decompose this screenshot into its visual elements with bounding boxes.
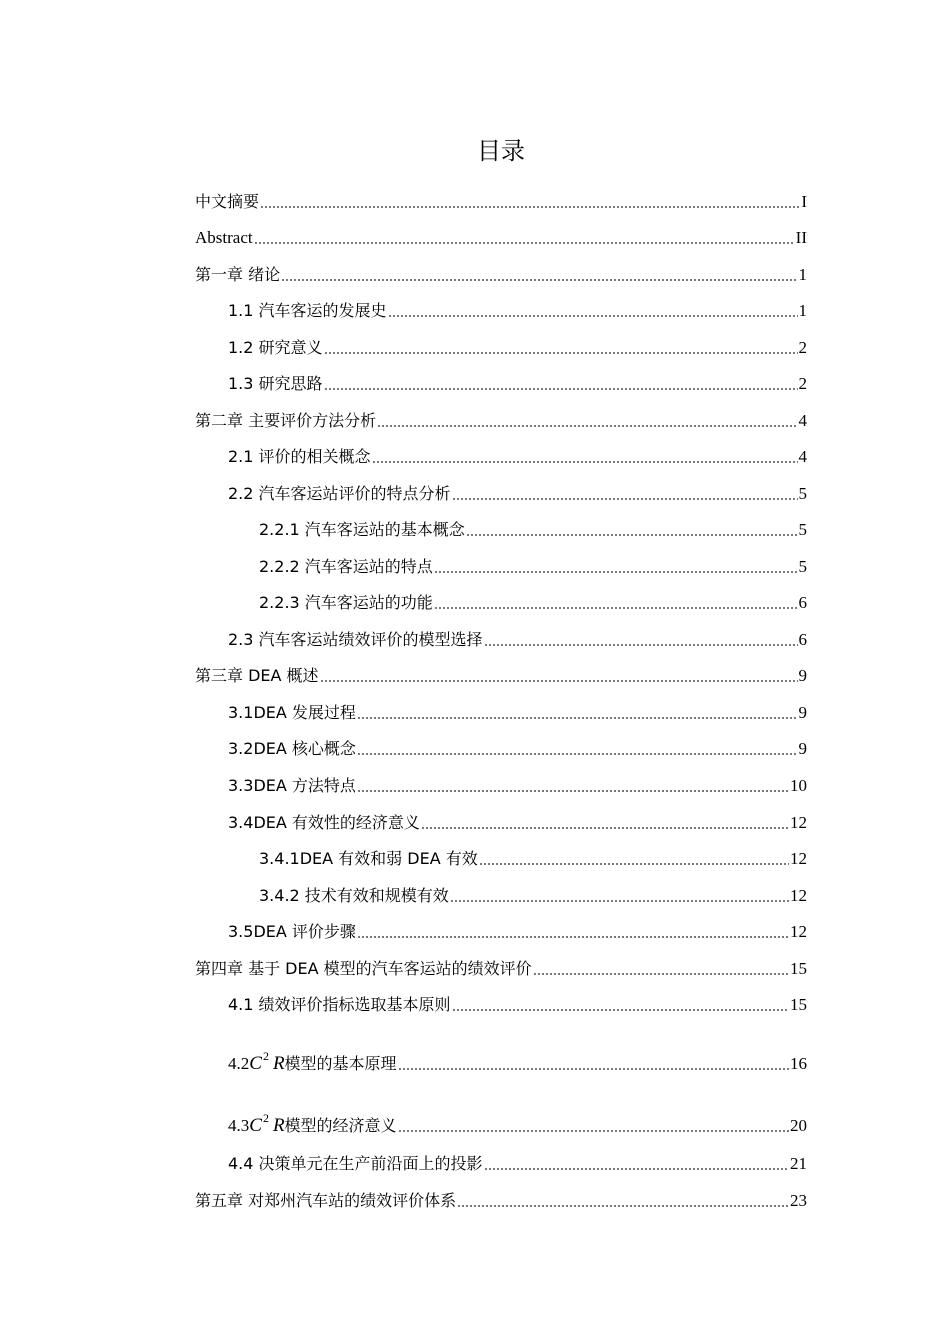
toc-entry-page: 20 [790, 1116, 807, 1135]
toc-entry-page: 12 [790, 922, 807, 941]
toc-entry-page: 21 [790, 1154, 807, 1173]
toc-entry-label [228, 1107, 397, 1137]
toc-entry[interactable] [228, 1153, 807, 1175]
dot-leader [533, 973, 789, 975]
toc-entry[interactable] [259, 556, 807, 578]
dot-leader [357, 936, 789, 938]
toc-entry-page: I [801, 192, 807, 211]
toc-entry-label: 3.2DEA 核心概念 [228, 739, 356, 758]
toc-entry-text: 模型的基本原理 [284, 1054, 397, 1073]
toc-entry-label: 2.2.1 汽车客运站的基本概念 [259, 520, 465, 539]
toc-entry[interactable] [195, 227, 807, 249]
dot-leader [434, 607, 798, 609]
toc-entry-page: 23 [790, 1191, 807, 1210]
toc-entry-label: 3.4.2 技术有效和规模有效 [259, 886, 449, 905]
dot-leader [479, 863, 789, 865]
toc-entry-label: 1.1 汽车客运的发展史 [228, 301, 387, 320]
math-superscript: 2 [262, 1111, 269, 1125]
toc-entry-page: 16 [790, 1054, 807, 1073]
math-formula [249, 1111, 285, 1136]
toc-entry[interactable] [228, 775, 807, 797]
toc-title: 目录 [477, 137, 525, 165]
toc-entry-label: 2.3 汽车客运站绩效评价的模型选择 [228, 630, 483, 649]
toc-entry-page: 12 [790, 813, 807, 832]
dot-leader [372, 461, 798, 463]
toc-entry-label: 4.1 绩效评价指标选取基本原则 [228, 995, 451, 1014]
toc-entry-page: 5 [798, 520, 807, 539]
toc-entry-page: 2 [798, 338, 807, 357]
toc-entry-label: 2.2.2 汽车客运站的特点 [259, 557, 433, 576]
toc-entry-label: 第四章 基于 DEA 模型的汽车客运站的绩效评价 [195, 959, 532, 978]
dot-leader [434, 571, 798, 573]
dot-leader [324, 352, 798, 354]
dot-leader [484, 1168, 789, 1170]
toc-entry[interactable] [195, 1190, 807, 1212]
dot-leader [357, 717, 798, 719]
toc-entry[interactable] [228, 994, 807, 1016]
toc-entry[interactable] [195, 410, 807, 432]
toc-entry-label: 2.2 汽车客运站评价的特点分析 [228, 484, 451, 503]
dot-leader [450, 900, 789, 902]
toc-entry[interactable] [228, 300, 807, 322]
toc-entry[interactable] [228, 337, 807, 359]
toc-entry-label [228, 1045, 397, 1075]
toc-entry-page: 9 [798, 666, 807, 685]
math-base: C [249, 1053, 262, 1074]
dot-leader [452, 498, 798, 500]
toc-entry-label: Abstract [195, 228, 253, 247]
toc-entry[interactable] [228, 446, 807, 468]
toc-entry[interactable] [259, 848, 807, 870]
math-tail: R [272, 1053, 285, 1074]
toc-entry[interactable] [228, 373, 807, 395]
toc-entry-label: 3.3DEA 方法特点 [228, 776, 356, 795]
toc-entry-number: 4.3 [228, 1116, 250, 1135]
toc-entry[interactable] [228, 921, 807, 943]
toc-entry[interactable] [259, 519, 807, 541]
toc-entry-text: 模型的经济意义 [284, 1116, 397, 1135]
toc-entry[interactable] [228, 738, 807, 760]
math-formula [249, 1049, 285, 1074]
toc-entry-label: 2.1 评价的相关概念 [228, 447, 371, 466]
toc-entry-page: 9 [798, 703, 807, 722]
toc-entry[interactable] [228, 702, 807, 724]
dot-leader [260, 206, 800, 208]
dot-leader [324, 388, 798, 390]
toc-entry-label: 第三章 DEA 概述 [195, 666, 319, 685]
dot-leader [484, 644, 798, 646]
toc-entry[interactable] [195, 958, 807, 980]
dot-leader [254, 242, 795, 244]
dot-leader [466, 534, 798, 536]
dot-leader [281, 279, 797, 281]
dot-leader [357, 790, 789, 792]
toc-entry-label: 1.3 研究思路 [228, 374, 323, 393]
toc-entry-label: 第二章 主要评价方法分析 [195, 411, 377, 430]
toc-entry-page: II [795, 228, 807, 247]
dot-leader [452, 1009, 789, 1011]
toc-entry-page: 5 [798, 484, 807, 503]
toc-entry-page: 2 [798, 374, 807, 393]
toc-entry-label: 第一章 绪论 [195, 265, 281, 284]
toc-entry-page: 4 [798, 447, 807, 466]
dot-leader [421, 827, 789, 829]
toc-entry-label: 3.1DEA 发展过程 [228, 703, 356, 722]
math-superscript: 2 [262, 1049, 269, 1063]
toc-entry[interactable] [228, 812, 807, 834]
toc-entry[interactable] [228, 1107, 807, 1137]
toc-entry-page: 4 [798, 411, 807, 430]
toc-entry-label: 3.4.1DEA 有效和弱 DEA 有效 [259, 849, 478, 868]
dot-leader [398, 1130, 789, 1132]
toc-entry[interactable] [195, 191, 807, 213]
toc-entry[interactable] [195, 264, 807, 286]
toc-entry-label: 中文摘要 [195, 192, 260, 211]
toc-entry[interactable] [259, 592, 807, 614]
dot-leader [320, 680, 798, 682]
toc-entry-label: 第五章 对郑州汽车站的绩效评价体系 [195, 1191, 457, 1210]
math-base: C [249, 1115, 262, 1136]
toc-entry-label: 3.4DEA 有效性的经济意义 [228, 813, 420, 832]
toc-entry-page: 1 [798, 301, 807, 320]
toc-entry[interactable] [195, 665, 807, 687]
toc-entry[interactable] [259, 885, 807, 907]
toc-entry[interactable] [228, 629, 807, 651]
toc-entry-page: 5 [798, 557, 807, 576]
toc-entry-page: 6 [798, 593, 807, 612]
toc-entry-page: 12 [790, 886, 807, 905]
dot-leader [457, 1205, 789, 1207]
toc-entry-page: 6 [798, 630, 807, 649]
toc-entry-label: 1.2 研究意义 [228, 338, 323, 357]
toc-entry-page: 10 [790, 776, 807, 795]
dot-leader [398, 1068, 789, 1070]
toc-entry-page: 12 [790, 849, 807, 868]
toc-entry-label: 4.4 决策单元在生产前沿面上的投影 [228, 1154, 483, 1173]
toc-entry-page: 9 [798, 739, 807, 758]
math-tail: R [272, 1115, 285, 1136]
toc-entry-label: 3.5DEA 评价步骤 [228, 922, 356, 941]
toc-entry-number: 4.2 [228, 1054, 250, 1073]
toc-entry-page: 1 [798, 265, 807, 284]
dot-leader [377, 425, 797, 427]
dot-leader [357, 753, 798, 755]
toc-entry[interactable] [228, 483, 807, 505]
toc-entry[interactable] [228, 1045, 807, 1075]
dot-leader [388, 315, 798, 317]
toc-entry-label: 2.2.3 汽车客运站的功能 [259, 593, 433, 612]
toc-entry-page: 15 [790, 959, 807, 978]
toc-entry-page: 15 [790, 995, 807, 1014]
